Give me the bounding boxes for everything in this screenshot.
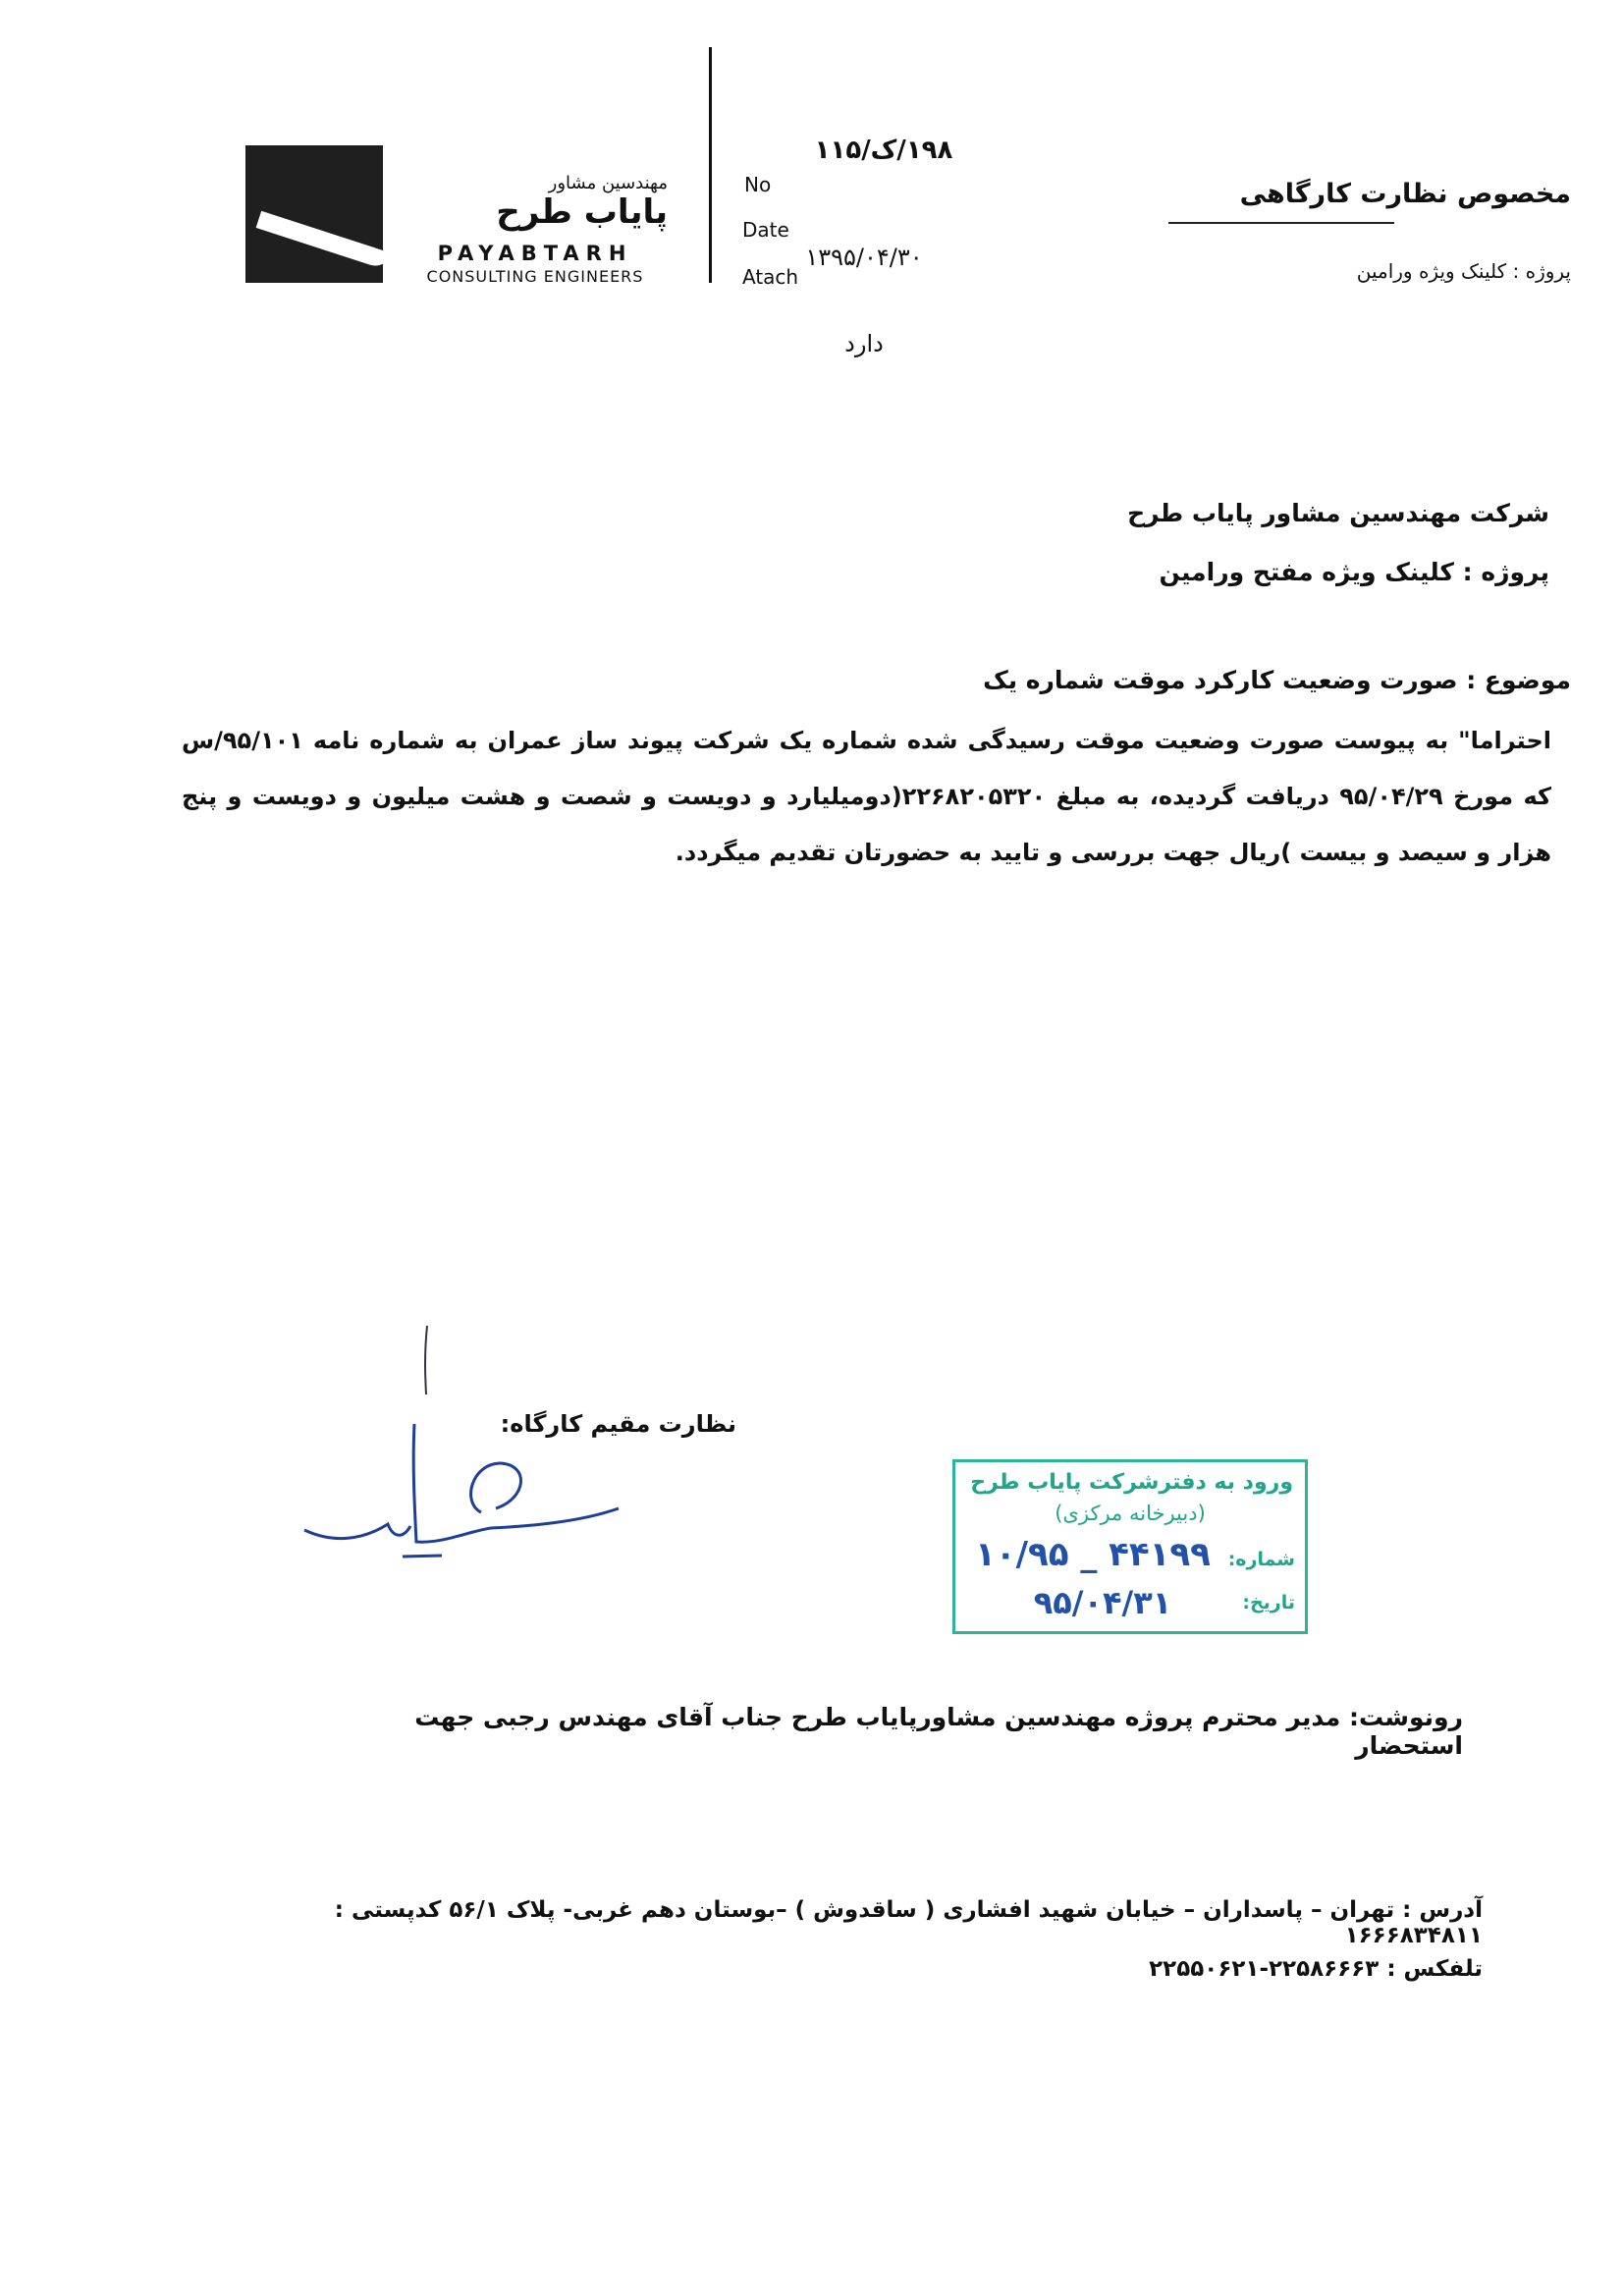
stamp-number-value: ۱۰/۹۵ _ ۴۴۱۹۹ — [975, 1535, 1211, 1574]
subject-line: موضوع : صورت وضعیت کارکرد موقت شماره یک — [983, 666, 1571, 694]
footer-telfax: تلفکس : ۲۲۵۸۶۶۶۳-۲۲۵۵۰۶۲۱ — [1149, 1956, 1483, 1982]
confidential-heading: مخصوص نظارت کارگاهی — [1239, 179, 1571, 209]
body-paragraph: احتراما" به پیوست صورت وضعیت موقت رسیدگی شده شماره یک شرکت پیوند ساز عمران به شماره نامه ۹۵/۱۰۱/س که مورخ ۹۵/۰۴/۲۹ دریافت گردیده، به مبلغ ۲۲۶۸۲۰۵۳۲۰(دومیلیارد و دویست و شصت و هشت میلیون و دویست و پنج هزار و سیصد و بیست )ریال جهت بررسی و تایید به حضورتان تقدیم میگردد. — [182, 727, 1551, 866]
project-top: پروژه : کلینک ویژه ورامین — [1356, 259, 1571, 283]
stamp-subtitle: (دبیرخانه مرکزی) — [1055, 1502, 1206, 1525]
header-divider — [709, 47, 712, 283]
no-label: No — [744, 173, 772, 196]
stamp-title: ورود به دفترشرکت پایاب طرح — [970, 1470, 1293, 1495]
stamp-date-value: ۹۵/۰۴/۳۱ — [1033, 1584, 1172, 1621]
stamp-number-label: شماره: — [1227, 1549, 1295, 1570]
letter-date: ۱۳۹۵/۰۴/۳۰ — [805, 244, 923, 271]
company-name-fa: پایاب طرح — [496, 192, 668, 232]
date-label: Date — [742, 218, 789, 242]
logo-swoosh — [256, 211, 383, 270]
carbon-copy: رونوشت: مدیر محترم پروژه مهندسین مشاورپایاب طرح جناب آقای مهندس رجبی جهت استحضار — [414, 1703, 1463, 1760]
letter-number: ۱۹۸/ک/۱۱۵ — [814, 136, 953, 165]
atach-label: Atach — [742, 265, 799, 289]
footer-address: آدرس : تهران – پاسداران – خیابان شهید افشاری ( ساقدوش ) –بوستان دهم غربی- پلاک ۵۶/۱ کدپستی : ۱۶۶۶۸۳۴۸۱۱ — [334, 1897, 1483, 1948]
project-line: پروژه : کلینک ویژه مفتح ورامین — [1159, 558, 1549, 586]
company-name-fa-small: مهندسین مشاور — [548, 173, 668, 193]
confidential-underline — [1168, 222, 1394, 224]
signature-label: نظارت مقیم کارگاه: — [500, 1410, 736, 1438]
company-logo — [245, 145, 383, 283]
company-name-en-sub: CONSULTING ENGINEERS — [426, 267, 644, 286]
signature-mark — [295, 1316, 648, 1571]
stamp-date-label: تاریخ: — [1242, 1592, 1295, 1613]
letter-attachment: دارد — [844, 330, 884, 357]
company-name-en: PAYABTARH — [437, 242, 633, 265]
registry-stamp — [952, 1459, 1308, 1634]
addressee: شرکت مهندسین مشاور پایاب طرح — [1127, 499, 1549, 527]
